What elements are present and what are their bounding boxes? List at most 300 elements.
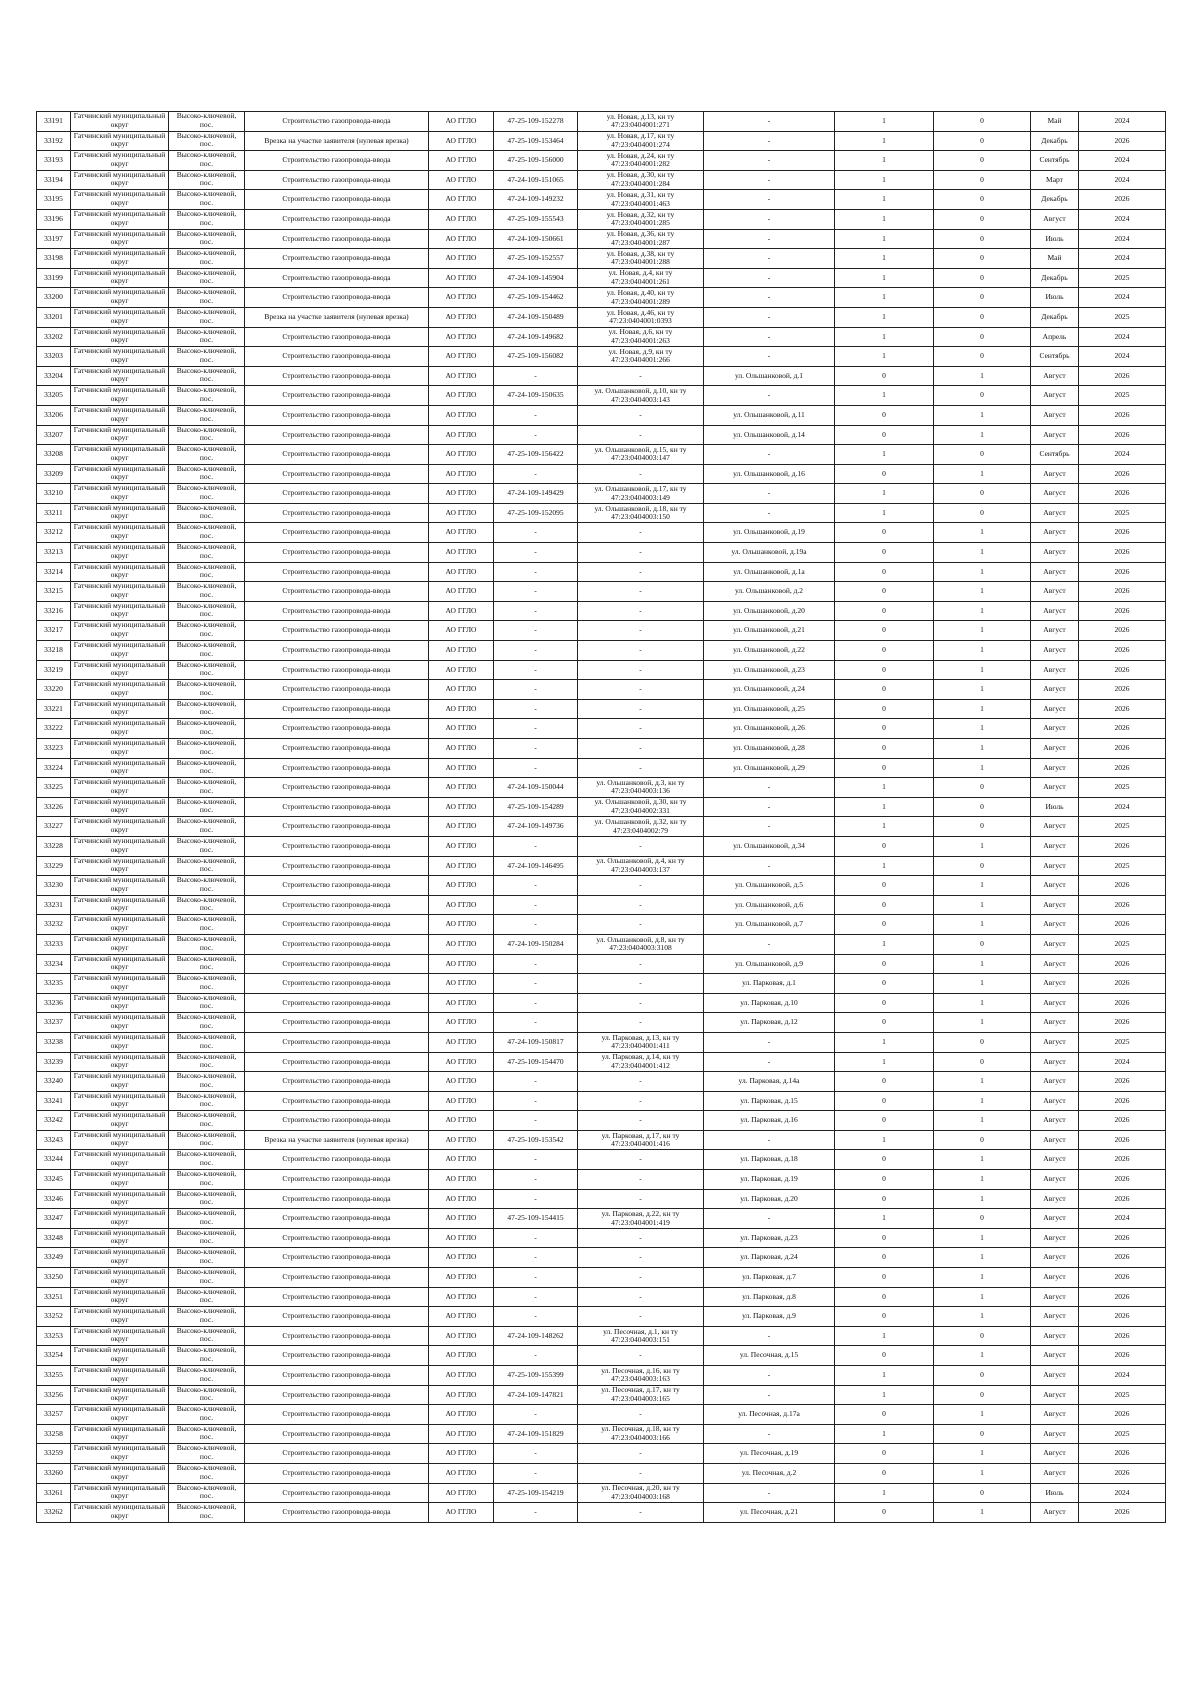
cadastral-address-cell: ул. Новая, д.17, кн ту 47:23:0404001:274 [578,131,704,151]
cadastral-address-cell: ул. Парковая, д.14, кн ту 47:23:0404001:412 [578,1052,704,1072]
flag-contracted-cell: 1 [835,307,934,327]
settlement-cell: Высоко-ключевой, пос. [169,445,245,465]
year-cell: 2025 [1079,307,1166,327]
table-row [37,582,1166,602]
address-cell: ул. Парковая, д.7 [704,1268,835,1288]
district-cell: Гатчинский муниципальный округ [71,758,169,778]
flag-planned-cell: 0 [934,209,1031,229]
month-cell: Август [1031,974,1079,994]
settlement-cell: Высоко-ключевой, пос. [169,641,245,661]
cadastral-address-cell: - [578,425,704,445]
table-row [37,543,1166,563]
cadastral-address-cell: - [578,641,704,661]
document-sheet [36,111,1165,1523]
settlement-cell: Высоко-ключевой, пос. [169,1248,245,1268]
settlement-cell: Высоко-ключевой, пос. [169,288,245,308]
settlement-cell: Высоко-ключевой, пос. [169,1170,245,1190]
cadastral-address-cell: - [578,836,704,856]
address-cell: ул. Ольшанковой, д.1 [704,366,835,386]
work-type-cell: Строительство газопровода-ввода [245,582,429,602]
work-type-cell: Врезка на участке заявителя (нулевая врезка) [245,131,429,151]
table-row [37,1072,1166,1092]
district-cell: Гатчинский муниципальный округ [71,719,169,739]
work-type-cell: Строительство газопровода-ввода [245,1385,429,1405]
settlement-cell: Высоко-ключевой, пос. [169,268,245,288]
district-cell: Гатчинский муниципальный округ [71,1405,169,1425]
year-cell: 2026 [1079,993,1166,1013]
row-number: 33249 [37,1248,71,1268]
table-row [37,1405,1166,1425]
address-cell: ул. Ольшанковой, д.34 [704,836,835,856]
contract-number-cell: - [494,621,578,641]
work-type-cell: Строительство газопровода-ввода [245,268,429,288]
cadastral-address-cell: - [578,993,704,1013]
flag-contracted-cell: 1 [835,445,934,465]
month-cell: Декабрь [1031,307,1079,327]
month-cell: Сентябрь [1031,347,1079,367]
row-number: 33261 [37,1483,71,1503]
year-cell: 2025 [1079,268,1166,288]
cadastral-address-cell: ул. Новая, д.31, кн ту 47:23:0404001:463 [578,190,704,210]
flag-planned-cell: 1 [934,1013,1031,1033]
address-cell: ул. Песочная, д.19 [704,1444,835,1464]
settlement-cell: Высоко-ключевой, пос. [169,1130,245,1150]
address-cell: ул. Ольшанковой, д.25 [704,699,835,719]
address-cell: ул. Парковая, д.1 [704,974,835,994]
flag-planned-cell: 0 [934,170,1031,190]
settlement-cell: Высоко-ключевой, пос. [169,1444,245,1464]
year-cell: 2026 [1079,1268,1166,1288]
address-cell: - [704,288,835,308]
flag-planned-cell: 1 [934,758,1031,778]
month-cell: Август [1031,1189,1079,1209]
row-number: 33209 [37,464,71,484]
contract-number-cell: 47-25-109-152278 [494,112,578,132]
flag-planned-cell: 0 [934,934,1031,954]
organization-cell: АО ГГЛО [429,1366,494,1386]
flag-contracted-cell: 1 [835,268,934,288]
cadastral-address-cell: ул. Ольшанковой, д.17, кн ту 47:23:0404003:149 [578,484,704,504]
cadastral-address-cell: - [578,915,704,935]
address-cell: - [704,817,835,837]
table-row [37,1111,1166,1131]
row-number: 33243 [37,1130,71,1150]
settlement-cell: Высоко-ключевой, пос. [169,1385,245,1405]
work-type-cell: Строительство газопровода-ввода [245,523,429,543]
flag-planned-cell: 1 [934,993,1031,1013]
district-cell: Гатчинский муниципальный округ [71,974,169,994]
settlement-cell: Высоко-ключевой, пос. [169,1503,245,1523]
flag-planned-cell: 1 [934,464,1031,484]
work-type-cell: Строительство газопровода-ввода [245,993,429,1013]
table-row [37,1209,1166,1229]
row-number: 33245 [37,1170,71,1190]
table-row [37,503,1166,523]
flag-contracted-cell: 1 [835,484,934,504]
flag-planned-cell: 1 [934,895,1031,915]
row-number: 33248 [37,1228,71,1248]
flag-planned-cell: 0 [934,1385,1031,1405]
table-row [37,1130,1166,1150]
cadastral-address-cell: - [578,1248,704,1268]
table-row [37,856,1166,876]
month-cell: Декабрь [1031,131,1079,151]
cadastral-address-cell: - [578,719,704,739]
work-type-cell: Строительство газопровода-ввода [245,1503,429,1523]
flag-contracted-cell: 1 [835,347,934,367]
work-type-cell: Строительство газопровода-ввода [245,621,429,641]
settlement-cell: Высоко-ключевой, пос. [169,739,245,759]
contract-number-cell: - [494,464,578,484]
contract-number-cell: 47-24-109-148262 [494,1326,578,1346]
address-cell: - [704,131,835,151]
flag-planned-cell: 0 [934,817,1031,837]
contract-number-cell: 47-25-109-154462 [494,288,578,308]
row-number: 33242 [37,1111,71,1131]
flag-planned-cell: 1 [934,1463,1031,1483]
year-cell: 2024 [1079,1209,1166,1229]
organization-cell: АО ГГЛО [429,1072,494,1092]
flag-contracted-cell: 0 [835,405,934,425]
contract-number-cell: - [494,1150,578,1170]
cadastral-address-cell: - [578,1444,704,1464]
year-cell: 2026 [1079,1307,1166,1327]
settlement-cell: Высоко-ключевой, пос. [169,582,245,602]
contract-number-cell: - [494,405,578,425]
district-cell: Гатчинский муниципальный округ [71,405,169,425]
row-number: 33233 [37,934,71,954]
cadastral-address-cell: ул. Песочная, д.16, кн ту 47:23:0404003:163 [578,1366,704,1386]
year-cell: 2026 [1079,836,1166,856]
flag-planned-cell: 0 [934,1424,1031,1444]
flag-contracted-cell: 1 [835,190,934,210]
flag-planned-cell: 0 [934,151,1031,171]
work-type-cell: Строительство газопровода-ввода [245,836,429,856]
organization-cell: АО ГГЛО [429,680,494,700]
month-cell: Август [1031,895,1079,915]
cadastral-address-cell: - [578,621,704,641]
table-row [37,1228,1166,1248]
flag-contracted-cell: 1 [835,1366,934,1386]
year-cell: 2026 [1079,582,1166,602]
flag-planned-cell: 1 [934,699,1031,719]
cadastral-address-cell: ул. Ольшанковой, д.32, кн ту 47:23:0404002:79 [578,817,704,837]
row-number: 33250 [37,1268,71,1288]
address-cell: - [704,1424,835,1444]
contract-number-cell: 47-25-109-154219 [494,1483,578,1503]
contract-number-cell: - [494,582,578,602]
flag-contracted-cell: 0 [835,425,934,445]
address-cell: ул. Парковая, д.15 [704,1091,835,1111]
table-row [37,1503,1166,1523]
year-cell: 2026 [1079,1463,1166,1483]
row-number: 33262 [37,1503,71,1523]
cadastral-address-cell: - [578,601,704,621]
work-type-cell: Строительство газопровода-ввода [245,915,429,935]
address-cell: - [704,1032,835,1052]
flag-contracted-cell: 0 [835,699,934,719]
cadastral-address-cell: - [578,1170,704,1190]
table-row [37,1189,1166,1209]
row-number: 33252 [37,1307,71,1327]
month-cell: Август [1031,1013,1079,1033]
row-number: 33260 [37,1463,71,1483]
cadastral-address-cell: ул. Новая, д.9, кн ту 47:23:0404001:266 [578,347,704,367]
table-row [37,170,1166,190]
flag-planned-cell: 0 [934,229,1031,249]
month-cell: Август [1031,680,1079,700]
flag-planned-cell: 0 [934,503,1031,523]
district-cell: Гатчинский муниципальный округ [71,445,169,465]
cadastral-address-cell: ул. Новая, д.46, кн ту 47:23:0404001:0393 [578,307,704,327]
settlement-cell: Высоко-ключевой, пос. [169,778,245,798]
flag-planned-cell: 1 [934,1150,1031,1170]
flag-contracted-cell: 0 [835,1189,934,1209]
flag-planned-cell: 0 [934,1130,1031,1150]
flag-planned-cell: 0 [934,386,1031,406]
district-cell: Гатчинский муниципальный округ [71,464,169,484]
month-cell: Август [1031,836,1079,856]
address-cell: - [704,307,835,327]
table-row [37,445,1166,465]
month-cell: Август [1031,1385,1079,1405]
month-cell: Август [1031,1366,1079,1386]
flag-contracted-cell: 0 [835,1111,934,1131]
work-type-cell: Строительство газопровода-ввода [245,1366,429,1386]
year-cell: 2026 [1079,1072,1166,1092]
contract-number-cell: 47-25-109-152095 [494,503,578,523]
address-cell: - [704,170,835,190]
district-cell: Гатчинский муниципальный округ [71,543,169,563]
district-cell: Гатчинский муниципальный округ [71,484,169,504]
flag-contracted-cell: 0 [835,719,934,739]
flag-planned-cell: 0 [934,327,1031,347]
year-cell: 2026 [1079,621,1166,641]
table-row [37,347,1166,367]
contract-number-cell: - [494,1111,578,1131]
district-cell: Гатчинский муниципальный округ [71,1209,169,1229]
row-number: 33259 [37,1444,71,1464]
table-body [37,112,1166,1523]
cadastral-address-cell: - [578,1307,704,1327]
district-cell: Гатчинский муниципальный округ [71,1052,169,1072]
contract-number-cell: - [494,660,578,680]
address-cell: ул. Ольшанковой, д.22 [704,641,835,661]
address-cell: - [704,151,835,171]
settlement-cell: Высоко-ключевой, пос. [169,1072,245,1092]
year-cell: 2025 [1079,856,1166,876]
flag-planned-cell: 1 [934,1072,1031,1092]
row-number: 33228 [37,836,71,856]
district-cell: Гатчинский муниципальный округ [71,856,169,876]
district-cell: Гатчинский муниципальный округ [71,582,169,602]
flag-contracted-cell: 0 [835,954,934,974]
district-cell: Гатчинский муниципальный округ [71,288,169,308]
table-row [37,484,1166,504]
flag-planned-cell: 1 [934,836,1031,856]
organization-cell: АО ГГЛО [429,954,494,974]
row-number: 33203 [37,347,71,367]
flag-planned-cell: 0 [934,797,1031,817]
month-cell: Август [1031,503,1079,523]
work-type-cell: Строительство газопровода-ввода [245,1268,429,1288]
address-cell: - [704,1130,835,1150]
flag-contracted-cell: 1 [835,170,934,190]
flag-contracted-cell: 1 [835,934,934,954]
flag-planned-cell: 1 [934,1268,1031,1288]
table-row [37,1424,1166,1444]
year-cell: 2026 [1079,1346,1166,1366]
table-row [37,249,1166,269]
settlement-cell: Высоко-ключевой, пос. [169,817,245,837]
cadastral-address-cell: - [578,1091,704,1111]
settlement-cell: Высоко-ключевой, пос. [169,190,245,210]
district-cell: Гатчинский муниципальный округ [71,1503,169,1523]
table-row [37,1150,1166,1170]
settlement-cell: Высоко-ключевой, пос. [169,934,245,954]
settlement-cell: Высоко-ключевой, пос. [169,112,245,132]
row-number: 33244 [37,1150,71,1170]
flag-planned-cell: 1 [934,915,1031,935]
flag-planned-cell: 0 [934,131,1031,151]
district-cell: Гатчинский муниципальный округ [71,1130,169,1150]
month-cell: Август [1031,464,1079,484]
district-cell: Гатчинский муниципальный округ [71,1170,169,1190]
table-row [37,562,1166,582]
contract-number-cell: 47-24-109-150817 [494,1032,578,1052]
settlement-cell: Высоко-ключевой, пос. [169,974,245,994]
contract-number-cell: - [494,1248,578,1268]
organization-cell: АО ГГЛО [429,719,494,739]
flag-planned-cell: 1 [934,582,1031,602]
flag-planned-cell: 0 [934,1366,1031,1386]
organization-cell: АО ГГЛО [429,1091,494,1111]
cadastral-address-cell: - [578,954,704,974]
organization-cell: АО ГГЛО [429,366,494,386]
flag-planned-cell: 0 [934,347,1031,367]
address-cell: ул. Парковая, д.12 [704,1013,835,1033]
flag-contracted-cell: 0 [835,543,934,563]
flag-contracted-cell: 1 [835,1130,934,1150]
row-number: 33247 [37,1209,71,1229]
table-row [37,288,1166,308]
row-number: 33213 [37,543,71,563]
table-row [37,386,1166,406]
work-type-cell: Строительство газопровода-ввода [245,1072,429,1092]
organization-cell: АО ГГЛО [429,1385,494,1405]
work-type-cell: Строительство газопровода-ввода [245,758,429,778]
address-cell: ул. Песочная, д.2 [704,1463,835,1483]
flag-contracted-cell: 0 [835,582,934,602]
contract-number-cell: 47-24-109-151065 [494,170,578,190]
contract-number-cell: 47-24-109-150661 [494,229,578,249]
row-number: 33201 [37,307,71,327]
year-cell: 2024 [1079,229,1166,249]
cadastral-address-cell: - [578,523,704,543]
organization-cell: АО ГГЛО [429,641,494,661]
address-cell: - [704,1483,835,1503]
district-cell: Гатчинский муниципальный округ [71,641,169,661]
address-cell: ул. Ольшанковой, д.19а [704,543,835,563]
flag-contracted-cell: 1 [835,1032,934,1052]
organization-cell: АО ГГЛО [429,778,494,798]
month-cell: Июль [1031,797,1079,817]
table-row [37,229,1166,249]
organization-cell: АО ГГЛО [429,1248,494,1268]
row-number: 33234 [37,954,71,974]
settlement-cell: Высоко-ключевой, пос. [169,484,245,504]
organization-cell: АО ГГЛО [429,993,494,1013]
work-type-cell: Строительство газопровода-ввода [245,641,429,661]
table-row [37,1287,1166,1307]
table-row [37,307,1166,327]
work-type-cell: Строительство газопровода-ввода [245,347,429,367]
year-cell: 2026 [1079,719,1166,739]
district-cell: Гатчинский муниципальный округ [71,1268,169,1288]
month-cell: Август [1031,915,1079,935]
settlement-cell: Высоко-ключевой, пос. [169,1366,245,1386]
cadastral-address-cell: - [578,1268,704,1288]
settlement-cell: Высоко-ключевой, пос. [169,209,245,229]
contract-number-cell: 47-24-109-150489 [494,307,578,327]
row-number: 33193 [37,151,71,171]
flag-contracted-cell: 0 [835,1228,934,1248]
year-cell: 2025 [1079,1385,1166,1405]
year-cell: 2024 [1079,1052,1166,1072]
table-row [37,1170,1166,1190]
month-cell: Май [1031,112,1079,132]
address-cell: ул. Парковая, д.24 [704,1248,835,1268]
year-cell: 2026 [1079,484,1166,504]
organization-cell: АО ГГЛО [429,699,494,719]
district-cell: Гатчинский муниципальный округ [71,151,169,171]
table-row [37,327,1166,347]
cadastral-address-cell: - [578,660,704,680]
table-row [37,131,1166,151]
contract-number-cell: 47-25-109-155543 [494,209,578,229]
flag-planned-cell: 1 [934,641,1031,661]
table-row [37,1248,1166,1268]
address-cell: ул. Ольшанковой, д.23 [704,660,835,680]
table-row [37,405,1166,425]
flag-contracted-cell: 0 [835,915,934,935]
table-row [37,1346,1166,1366]
cadastral-address-cell: ул. Ольшанковой, д.4, кн ту 47:23:0404003:137 [578,856,704,876]
year-cell: 2024 [1079,209,1166,229]
flag-contracted-cell: 0 [835,1170,934,1190]
cadastral-address-cell: - [578,1150,704,1170]
work-type-cell: Строительство газопровода-ввода [245,229,429,249]
cadastral-address-cell: ул. Песочная, д.20, кн ту 47:23:0404003:168 [578,1483,704,1503]
flag-planned-cell: 0 [934,1032,1031,1052]
organization-cell: АО ГГЛО [429,582,494,602]
settlement-cell: Высоко-ключевой, пос. [169,915,245,935]
district-cell: Гатчинский муниципальный округ [71,209,169,229]
contract-number-cell: 47-25-109-156422 [494,445,578,465]
flag-planned-cell: 1 [934,876,1031,896]
organization-cell: АО ГГЛО [429,503,494,523]
table-row [37,1307,1166,1327]
table-row [37,817,1166,837]
work-type-cell: Строительство газопровода-ввода [245,895,429,915]
month-cell: Август [1031,954,1079,974]
organization-cell: АО ГГЛО [429,543,494,563]
flag-contracted-cell: 1 [835,503,934,523]
row-number: 33254 [37,1346,71,1366]
organization-cell: АО ГГЛО [429,934,494,954]
year-cell: 2026 [1079,1228,1166,1248]
flag-contracted-cell: 0 [835,739,934,759]
